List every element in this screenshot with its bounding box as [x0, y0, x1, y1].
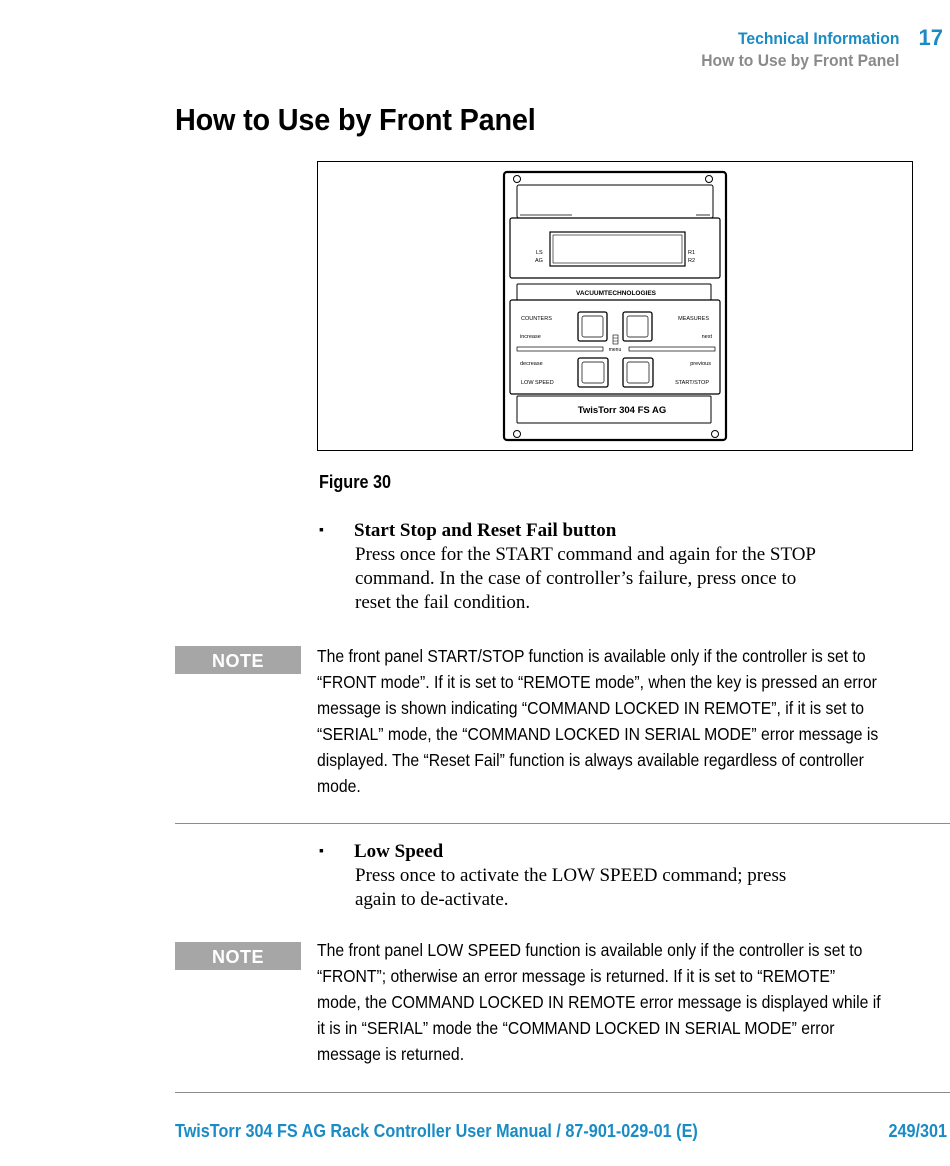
page-title: How to Use by Front Panel: [175, 102, 536, 137]
figure-front-panel: [317, 161, 913, 451]
bullet-line: again to de-activate.: [355, 889, 509, 910]
front-panel-drawing: [318, 162, 914, 452]
note-line: The front panel START/STOP function is available only if the controller is set to: [317, 646, 866, 666]
note-line: displayed. The “Reset Fail” function is always available regardless of controller: [317, 750, 864, 770]
note-line: it is in “SERIAL” mode the “COMMAND LOCKED IN SERIAL MODE” error: [317, 1018, 835, 1038]
label-r2: R2: [688, 258, 696, 264]
label-brand: VACUUMTECHNOLOGIES: [575, 290, 657, 297]
note-line: message is returned.: [317, 1044, 465, 1064]
label-start-stop: START/STOP: [675, 380, 709, 386]
label-menu: menu: [608, 347, 622, 353]
bullet-mark: ▪: [319, 844, 324, 859]
label-decrease: decrease: [520, 361, 543, 367]
label-increase: increase: [520, 334, 541, 340]
label-next: next: [701, 334, 712, 340]
note-line: “FRONT mode”. If it is set to “REMOTE mode”, when the key is pressed an error: [317, 672, 877, 692]
bullet-line: Press once to activate the LOW SPEED command; press: [355, 865, 787, 886]
footer-manual-title: TwisTorr 304 FS AG Rack Controller User Manual / 87-901-029-01 (E): [175, 1121, 698, 1141]
bullet-body: [355, 864, 915, 912]
header-chapter-number: 17: [918, 25, 943, 50]
header-subsection-title: How to Use by Front Panel: [700, 51, 899, 70]
note-line: mode.: [317, 776, 361, 796]
note-line: message is shown indicating “COMMAND LOCKED IN REMOTE”, if it is set to: [317, 698, 865, 718]
bullet-title: Start Stop and Reset Fail button: [354, 520, 617, 541]
label-previous: previous: [690, 361, 711, 367]
label-model: TwisTorr 304 FS AG: [577, 405, 667, 416]
note-line: mode, the COMMAND LOCKED IN REMOTE error message is displayed while if: [317, 992, 881, 1012]
note-line: The front panel LOW SPEED function is available only if the controller is set to: [317, 940, 863, 960]
menu-icon: [613, 335, 618, 344]
divider-rule: [175, 1092, 950, 1093]
label-r1: R1: [688, 250, 696, 256]
header-section-title: Technical Information: [737, 29, 899, 48]
figure-caption: Figure 30: [319, 472, 392, 492]
bullet-line: reset the fail condition.: [355, 592, 531, 613]
divider-rule: [175, 823, 950, 824]
note-text: [317, 937, 950, 1067]
note-badge: NOTE: [175, 942, 301, 970]
bullet-body: [355, 543, 915, 615]
label-low-speed: LOW SPEED: [521, 380, 554, 386]
bullet-mark: ▪: [319, 523, 324, 538]
note-badge: NOTE: [175, 646, 301, 674]
note-text: [317, 643, 950, 799]
label-counters: COUNTERS: [521, 316, 552, 322]
label-measures: MEASURES: [678, 316, 709, 322]
note-line: “SERIAL” mode, the “COMMAND LOCKED IN SERIAL MODE” error message is: [317, 724, 879, 744]
label-ag: AG: [535, 258, 543, 264]
bullet-line: command. In the case of controller’s failure, press once to: [355, 568, 797, 589]
bullet-title: Low Speed: [354, 841, 444, 862]
note-line: “FRONT”; otherwise an error message is returned. If it is set to “REMOTE”: [317, 966, 836, 986]
bullet-line: Press once for the START command and again for the STOP: [355, 544, 817, 565]
label-ls: LS: [536, 250, 543, 256]
footer-page-number: 249/301: [888, 1121, 947, 1141]
